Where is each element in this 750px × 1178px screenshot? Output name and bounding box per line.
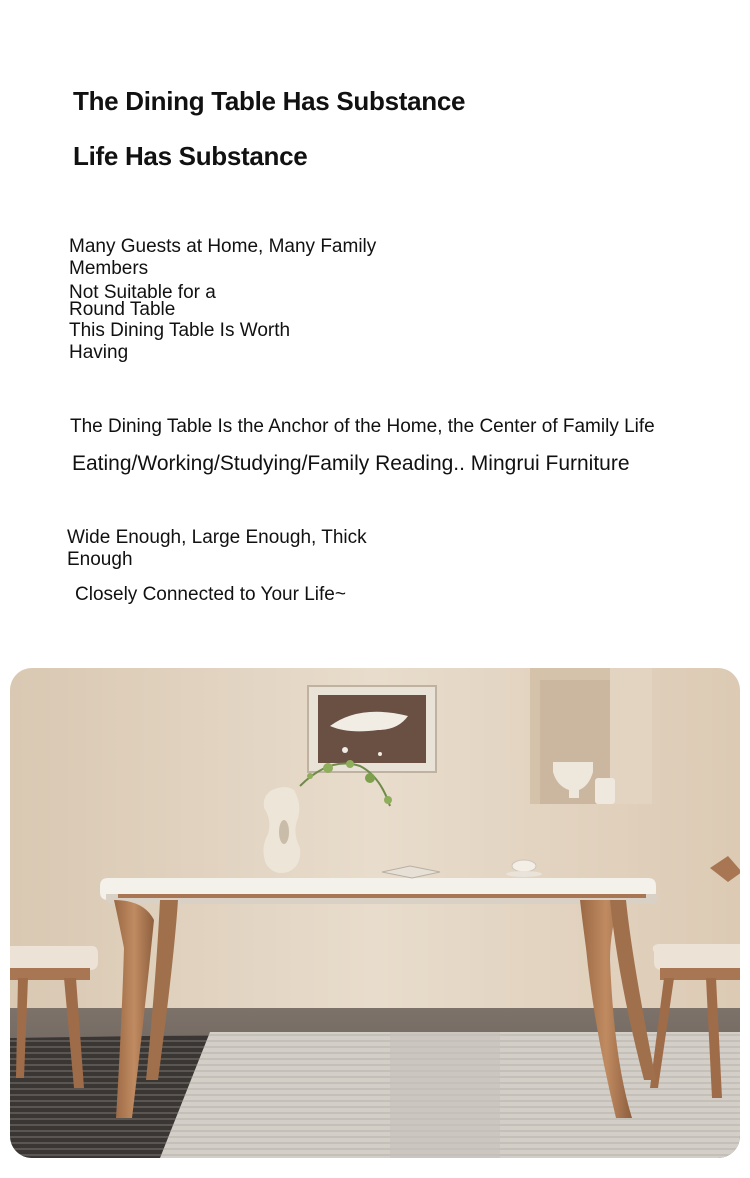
text-guests: Many Guests at Home, Many Family Members [69,236,377,279]
text-size: Wide Enough, Large Enough, Thick Enough [67,527,367,570]
page-title: The Dining Table Has Substance [73,86,466,116]
text-round-table: Not Suitable for a Round Table [69,282,216,320]
text-worth-having: This Dining Table Is Worth Having [69,320,291,363]
text-connected: Closely Connected to Your Life~ [75,584,346,605]
subtitle: Life Has Substance [73,141,308,171]
dining-table-photo [10,668,740,1158]
text-uses: Eating/Working/Studying/Family Reading.. Mingrui Furniture [72,452,630,475]
text-anchor: The Dining Table Is the Anchor of the Home, the Center of Family Life [70,416,655,437]
